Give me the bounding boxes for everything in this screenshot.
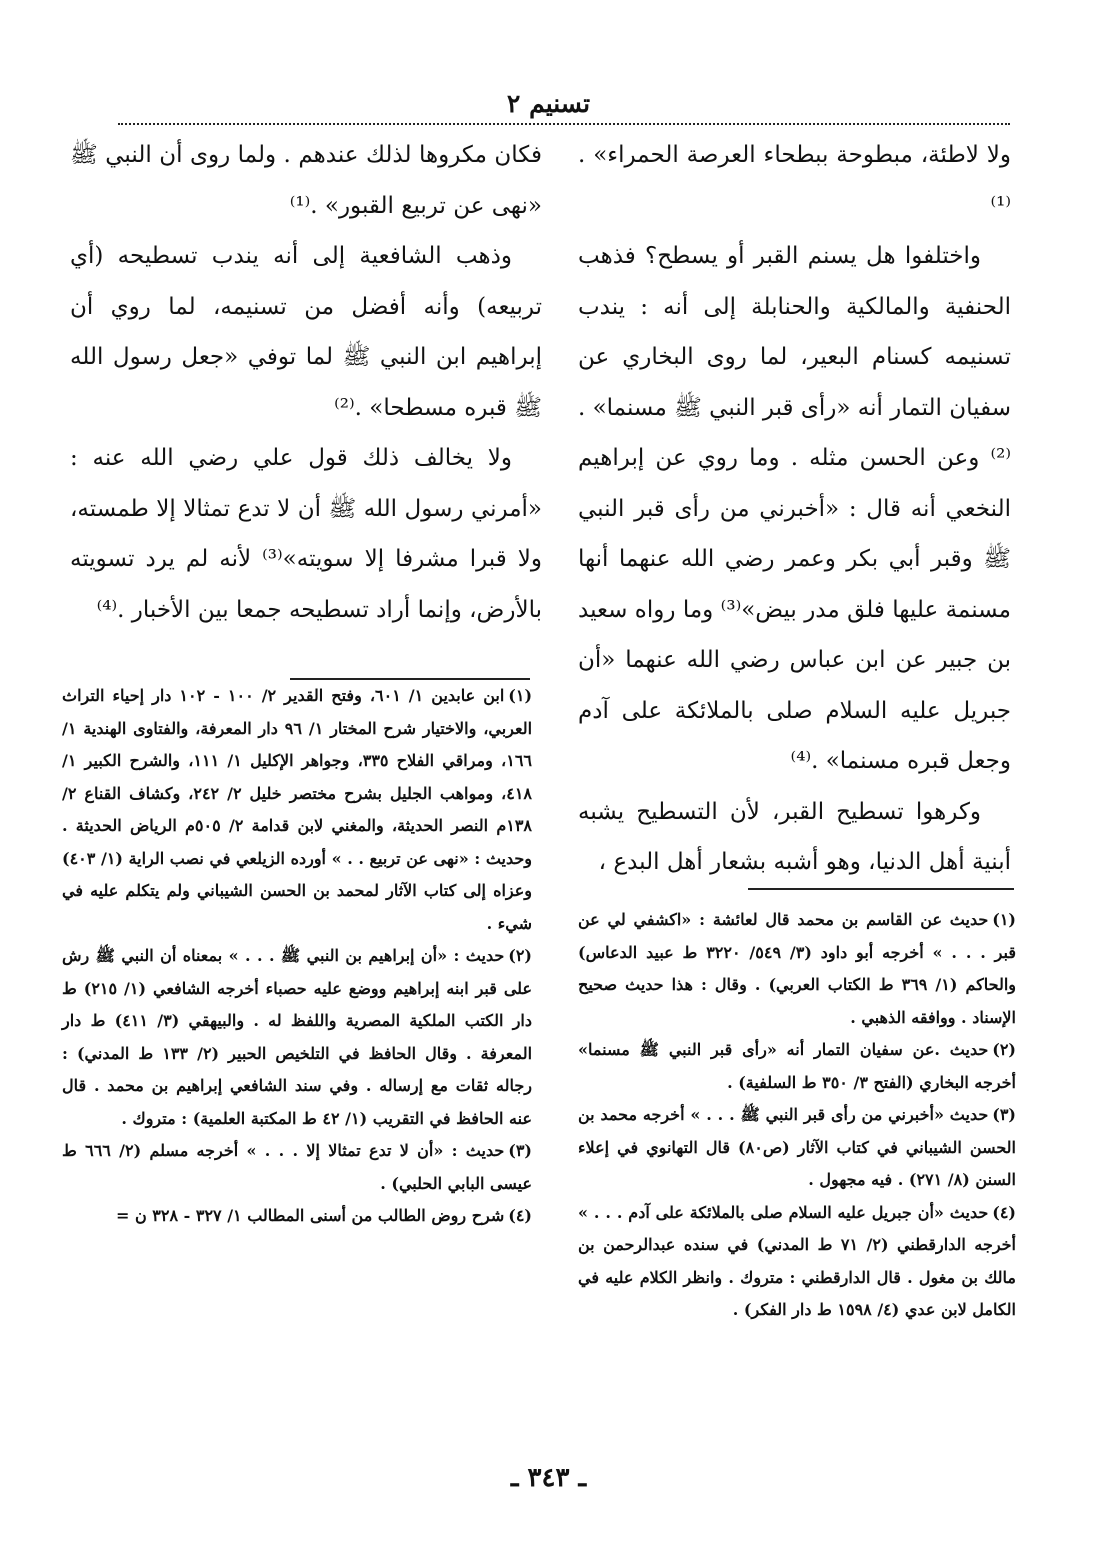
- right-footnotes: [578, 904, 1016, 1327]
- footnote-number: (٤): [508, 1206, 532, 1225]
- footnote-number: (٤): [992, 1202, 1016, 1222]
- footnote-item: [62, 940, 532, 1135]
- footnote-item: [578, 1034, 1016, 1099]
- page-number: ـ ٣٤٣ ـ: [510, 1463, 587, 1493]
- footnote-item: [578, 904, 1016, 1034]
- footnote-item: [62, 1200, 532, 1233]
- footnote-text: حديث : «أن إبراهيم بن النبي ﷺ . . . » بمعناه أن النبي ﷺ رش على قبر ابنه إبراهيم ووضع عليه حصباء أخرجه الشافعي (١/ ٢١٥) ط دار الكتب الملكية المصرية واللفظ له . والبيهقي (٣/ ٤١١) ط دار المعرفة . وقال الحافظ في التلخيص الحبير (٢/ ١٣٣ ط المدني) : رجاله ثقات مع إرساله . وفي سند الشافعي إبراهيم بن محمد . قال عنه الحافظ في التقريب (١/ ٤٢ ط المكتبة العلمية) : متروك .: [62, 946, 533, 1128]
- footnote-number: (١): [992, 910, 1016, 929]
- right-column-body: [578, 130, 1011, 888]
- footnote-number: (٣): [992, 1105, 1016, 1124]
- footnote-number: (١): [508, 686, 533, 705]
- left-paragraph-3: ولا يخالف ذلك قول علي رضي الله عنه : «أمرني رسول الله ﷺ أن لا تدع تمثالا إلا طمسته، ولا قبرا مشرفا إلا سويته»⁽³⁾ لأنه لم يرد تسويته بالأرض، وإنما أراد تسطيحه جمعا بين الأخبار .⁽⁴⁾: [70, 445, 542, 623]
- right-paragraph-3: وكرهوا تسطيح القبر، لأن التسطيح يشبه أبنية أهل الدنيا، وهو أشبه بشعار أهل البدع ،: [578, 798, 1011, 875]
- footnote-number: (٢): [992, 1040, 1016, 1059]
- left-footnotes: [62, 680, 532, 1233]
- footnote-item: [578, 1197, 1016, 1327]
- footnote-text: حديث .عن سفيان التمار أنه «رأى قبر النبي ﷺ مسنما» أخرجه البخاري (الفتح ٣/ ٣٥٠ ط السلفية) .: [578, 1040, 1016, 1092]
- footnote-item: [62, 680, 532, 940]
- left-paragraph-1: فكان مكروها لذلك عندهم . ولما روى أن النبي ﷺ «نهى عن تربيع القبور» .⁽¹⁾: [70, 142, 542, 219]
- left-paragraph-2: وذهب الشافعية إلى أنه يندب تسطيحه (أي تربيعه) وأنه أفضل من تسنيمه، لما روي أن إبراهيم ابن النبي ﷺ لما توفي «جعل رسول الله ﷺ قبره مسطحا» .⁽²⁾: [70, 243, 542, 421]
- running-header: تسنيم ٢: [506, 89, 591, 118]
- right-paragraph-1: ولا لاطئة، مبطوحة ببطحاء العرصة الحمراء» .⁽¹⁾: [578, 142, 1011, 219]
- footnote-text: حديث «أن جبريل عليه السلام صلى بالملائكة على آدم . . . » أخرجه الدارقطني (٢/ ٧١ ط المدني) في سنده عبدالرحمن بن مالك بن مغول . قال الدارقطني : متروك . وانظر الكلام عليه في الكامل لابن عدي (٤/ ١٥٩٨ ط دار الفكر) .: [578, 1202, 1016, 1319]
- footnote-number: (٣): [508, 1141, 532, 1160]
- footnote-text: حديث عن القاسم بن محمد قال لعائشة : «اكشفي لي عن قبر . . . » أخرجه أبو داود (٣/ ٥٤٩/ ٣٢٢٠ ط عبيد الدعاس) والحاكم (١/ ٣٦٩ ط الكتاب العربي) . وقال : هذا حديث صحيح الإسناد . ووافقه الذهبي .: [578, 910, 1017, 1027]
- footnote-text: ابن عابدين ١/ ٦٠١، وفتح القدير ٢/ ١٠٠ - ١٠٢ دار إحياء التراث العربي، والاختيار شرح المختار ١/ ٩٦ دار المعرفة، والفتاوى الهندية ١/ ١٦٦، ومراقي الفلاح ٣٣٥، وجواهر الإكليل ١/ ١١١، والشرح الكبير ١/ ٤١٨، ومواهب الجليل بشرح مختصر خليل ٢/ ٢٤٢، وكشاف القناع ٢/ ١٣٨م النصر الحديثة، والمغني لابن قدامة ٢/ ٥٠٥م الرياض الحديثة . وحديث : «نهى عن تربيع . . » أورده الزيلعي في نصب الراية (١/ ٤٠٣) وعزاه إلى كتاب الآثار لمحمد بن الحسن الشيباني ولم يتكلم عليه في شيء .: [62, 686, 533, 933]
- footnote-item: [62, 1135, 532, 1200]
- right-footnote-divider: [748, 888, 1014, 890]
- footnote-number: (٢): [508, 946, 532, 965]
- left-column-body: [70, 130, 542, 635]
- right-paragraph-2: واختلفوا هل يسنم القبر أو يسطح؟ فذهب الحنفية والمالكية والحنابلة إلى أنه : يندب تسنيمه كسنام البعير، لما روى البخاري عن سفيان التمار أنه «رأى قبر النبي ﷺ مسنما» .⁽²⁾ وعن الحسن مثله . وما روي عن إبراهيم النخعي أنه قال : «أخبرني من رأى قبر النبي ﷺ وقبر أبي بكر وعمر رضي الله عنهما أنها مسنمة عليها فلق مدر بيض»⁽³⁾ وما رواه سعيد بن جبير عن ابن عباس رضي الله عنهما «أن جبريل عليه السلام صلى بالملائكة على آدم وجعل قبره مسنما» .⁽⁴⁾: [577, 243, 1011, 774]
- footnote-text: حديث «أخبرني من رأى قبر النبي ﷺ . . . » أخرجه محمد بن الحسن الشيباني في كتاب الآثار (ص٨٠) قال التهانوي في إعلاء السنن (٨/ ٢٧١) . فيه مجهول .: [578, 1105, 1016, 1189]
- footnote-text: شرح روض الطالب من أسنى المطالب ١/ ٣٢٧ - ٣٢٨ ن =: [115, 1206, 505, 1225]
- footnote-text: حديث : «أن لا تدع تمثالا إلا . . . » أخرجه مسلم (٢/ ٦٦٦ ط عيسى البابي الحلبي) .: [62, 1141, 532, 1193]
- header-dotted-divider: [118, 123, 1010, 125]
- footnote-item: [578, 1099, 1016, 1197]
